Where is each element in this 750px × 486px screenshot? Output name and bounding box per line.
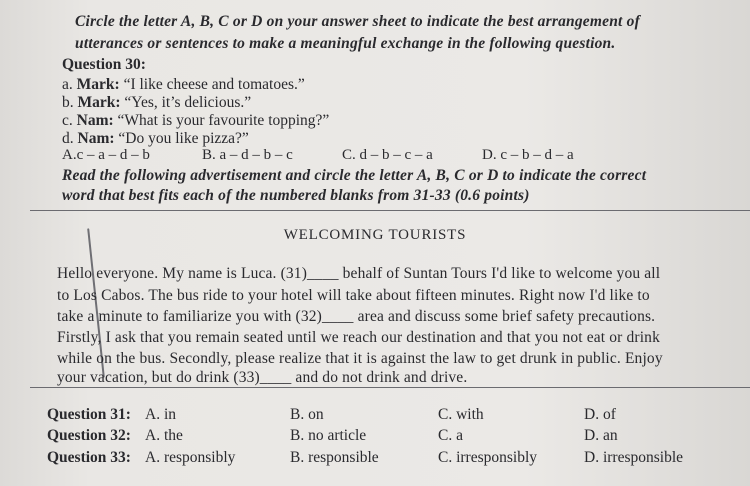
q32-option-d[interactable]: D. an <box>584 427 618 444</box>
q31-option-d[interactable]: D. of <box>584 406 616 423</box>
q33-option-a[interactable]: A. responsibly <box>145 449 236 466</box>
question-31-label: Question 31: <box>47 406 131 423</box>
utterance: “Do you like pizza?” <box>118 130 249 147</box>
question-32-label: Question 32: <box>47 427 131 444</box>
utterance: “I like cheese and tomatoes.” <box>123 76 305 93</box>
q31-option-c[interactable]: C. with <box>438 406 484 423</box>
q33-option-d[interactable]: D. irresponsible <box>584 449 684 466</box>
q31-option-a[interactable]: A. in <box>145 406 176 423</box>
ad-line-3: take a minute to familiarize you with (32)____ area and discuss some brief safety precautions. <box>57 308 656 325</box>
instruction-2-line-2: word that best fits each of the numbered blanks from 31-33 (0.6 points) <box>62 187 530 204</box>
ad-line-4: Firstly, I ask that you remain seated until we reach our destination and that you not eat or drink <box>57 329 660 346</box>
exchange-line-d <box>62 130 249 148</box>
speaker: Mark: <box>77 94 121 111</box>
ad-line-1: Hello everyone. My name is Luca. (31)____ behalf of Suntan Tours I'd like to welcome you all <box>57 265 661 282</box>
advertisement-title: WELCOMING TOURISTS <box>283 227 467 243</box>
utterance: “What is your favourite topping?” <box>117 112 330 129</box>
speaker: Nam: <box>76 112 114 129</box>
exchange-line-b <box>62 94 251 112</box>
line-prefix: a. <box>62 76 73 93</box>
exchange-line-c <box>62 112 329 130</box>
q33-option-b[interactable]: B. responsible <box>290 449 379 466</box>
ad-line-5: while on the bus. Secondly, please realize that it is against the law to get drunk in public. Enjoy <box>57 350 663 367</box>
instruction-1-line-1: Circle the letter A, B, C or D on your answer sheet to indicate the best arrangement of <box>75 13 640 30</box>
option-b[interactable]: B. a – d – b – c <box>202 147 293 163</box>
line-prefix: b. <box>62 94 74 111</box>
speaker: Nam: <box>77 130 115 147</box>
q32-option-b[interactable]: B. no article <box>290 427 367 444</box>
q31-option-b[interactable]: B. on <box>290 406 324 423</box>
q32-option-a[interactable]: A. the <box>145 427 183 444</box>
question-30-label: Question 30: <box>62 56 146 73</box>
question-33-label: Question 33: <box>47 449 131 466</box>
ad-line-2: to Los Cabos. The bus ride to your hotel will take about fifteen minutes. Right now I'd like to <box>57 287 650 304</box>
option-c[interactable]: C. d – b – c – a <box>342 147 433 163</box>
q33-option-c[interactable]: C. irresponsibly <box>438 449 538 466</box>
q32-option-c[interactable]: C. a <box>438 427 463 444</box>
option-a[interactable]: A.c – a – d – b <box>62 147 150 163</box>
utterance: “Yes, it’s delicious.” <box>124 94 252 111</box>
speaker: Mark: <box>76 76 120 93</box>
line-prefix: d. <box>62 130 74 147</box>
ad-line-6: your vacation, but do drink (33)____ and do not drink and drive. <box>57 369 468 386</box>
line-prefix: c. <box>62 112 73 129</box>
option-d[interactable]: D. c – b – d – a <box>482 147 574 163</box>
instruction-2-line-1: Read the following advertisement and circle the letter A, B, C or D to indicate the correct <box>62 167 647 184</box>
exchange-line-a <box>62 76 305 94</box>
instruction-1-line-2: utterances or sentences to make a meaningful exchange in the following question. <box>75 35 616 52</box>
